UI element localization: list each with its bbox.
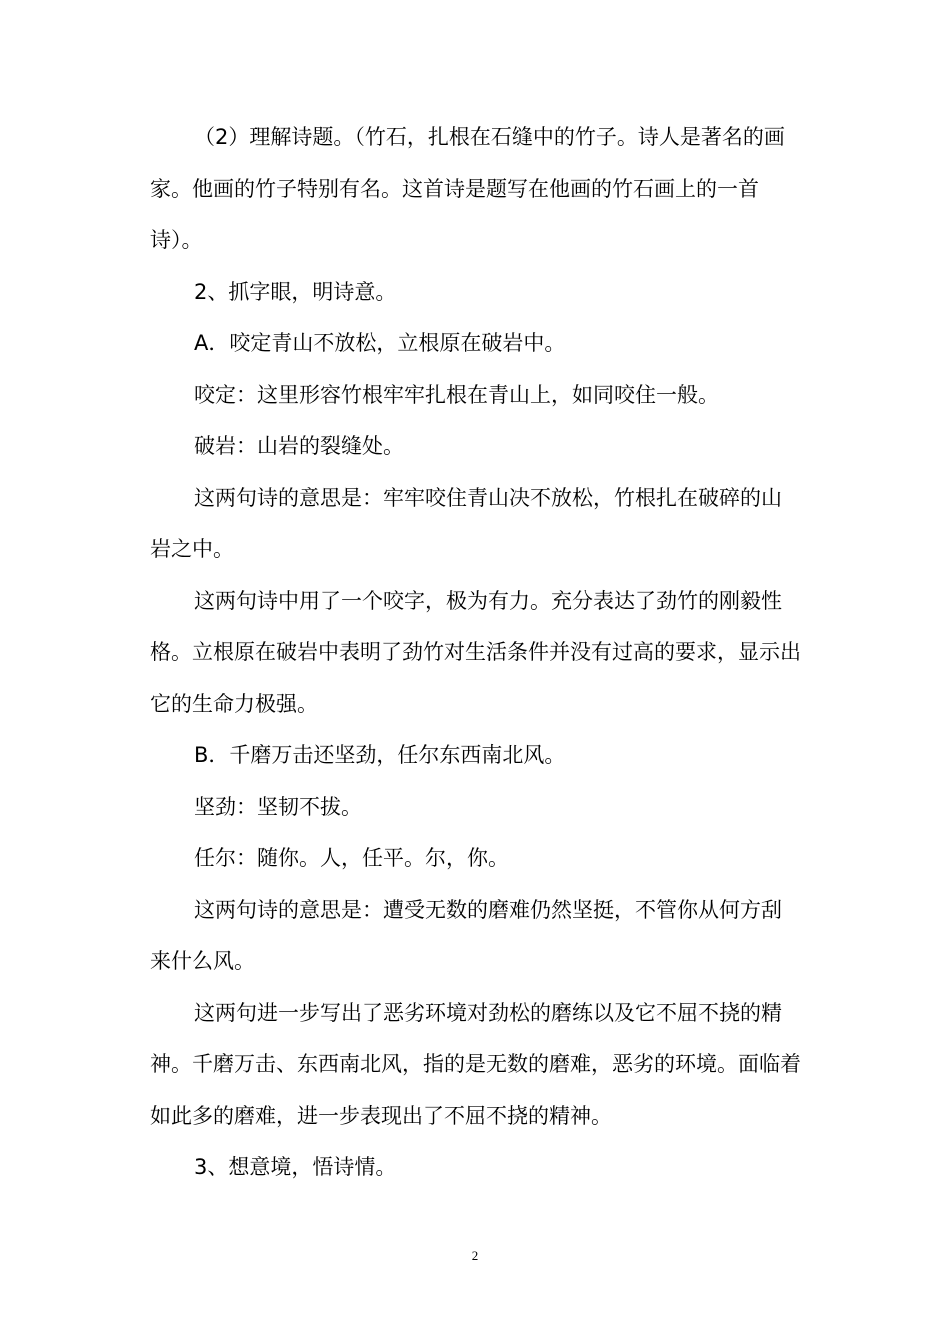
- paragraph-verse-a: A．咬定青山不放松，立根原在破岩中。: [194, 331, 566, 355]
- paragraph-analysis-b: 这两句进一步写出了恶劣环境对劲松的磨练以及它不屈不挠的精神。千磨万击、东西南北风，指的是无数的磨难，恶劣的环境。面临着如此多的磨难，进一步表现出了不屈不挠的精神。: [150, 1000, 801, 1128]
- paragraph-meaning-b: 这两句诗的意思是：遭受无数的磨难仍然坚挺，不管你从何方刮来什么风。: [150, 897, 782, 973]
- paragraph-meaning-a: 这两句诗的意思是：牢牢咬住青山决不放松，竹根扎在破碎的山岩之中。: [150, 485, 782, 561]
- paragraph-title-understanding: （2）理解诗题。（竹石，扎根在石缝中的竹子。诗人是著名的画家。他画的竹子特别有名。这首诗是题写在他画的竹石画上的一首诗）。: [150, 125, 785, 252]
- page-number: 2: [471, 1248, 479, 1263]
- paragraph-section-3-heading: 3、想意境，悟诗情。: [194, 1155, 397, 1179]
- paragraph-analysis-a: 这两句诗中用了一个咬字，极为有力。充分表达了劲竹的刚毅性格。立根原在破岩中表明了劲竹对生活条件并没有过高的要求，显示出它的生命力极强。: [150, 588, 801, 716]
- document-body: [150, 112, 802, 1194]
- paragraph-section-2-heading: 2、抓字眼，明诗意。: [194, 279, 397, 304]
- paragraph-definition-renr: 任尔：随你。人，任平。尔，你。: [194, 846, 509, 870]
- paragraph-definition-jianjin: 坚劲：坚韧不拔。: [194, 794, 362, 819]
- paragraph-definition-poyan: 破岩：山岩的裂缝处。: [194, 434, 404, 458]
- paragraph-definition-yaoding: 咬定：这里形容竹根牢牢扎根在青山上，如同咬住一般。: [194, 382, 719, 407]
- paragraph-verse-b: B．千磨万击还坚劲，任尔东西南北风。: [194, 743, 566, 767]
